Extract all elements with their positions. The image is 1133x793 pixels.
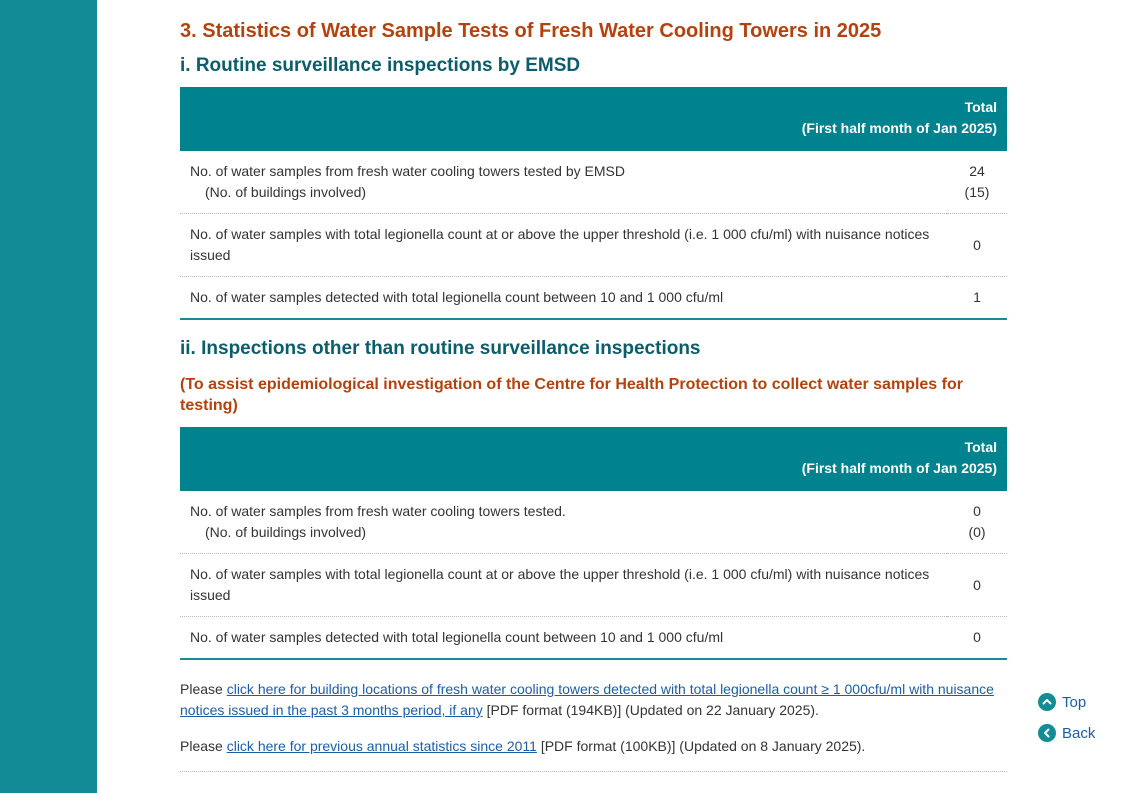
table-row	[180, 151, 1007, 214]
annual-statistics-link[interactable]: click here for previous annual statistics since 2011	[226, 738, 537, 754]
routine-heading: i. Routine surveillance inspections by EMSD	[180, 55, 581, 76]
annual-statistics-paragraph	[180, 736, 1007, 757]
other-stats-table	[180, 427, 1007, 660]
back-link[interactable]	[1038, 724, 1095, 742]
row-label-text: No. of water samples from fresh water cooling towers tested by EMSD	[190, 163, 625, 179]
table-header-total	[180, 87, 1007, 151]
row-value: 0	[947, 214, 1007, 277]
row-value	[947, 491, 1007, 554]
header-period-label: (First half month of Jan 2025)	[801, 120, 997, 136]
row-sublabel-text: (No. of buildings involved)	[205, 524, 367, 540]
chevron-up-icon	[1038, 693, 1056, 711]
building-locations-link[interactable]: click here for building locations of fresh water cooling towers detected with total legionella count ≥ 1 000cfu/ml with nuisance notices issued in the past 3 months period, if any	[180, 681, 994, 718]
back-link-label: Back	[1062, 724, 1096, 742]
top-link[interactable]	[1038, 693, 1086, 711]
row-sublabel-text: (No. of buildings involved)	[205, 184, 367, 200]
row-label: No. of water samples with total legionella count at or above the upper threshold (i.e. 1 000 cfu/ml) with nuisance notices issued	[180, 214, 947, 277]
paragraph-prefix: Please	[180, 681, 227, 697]
header-period-label: (First half month of Jan 2025)	[801, 460, 997, 476]
row-value-text: 0	[973, 503, 981, 519]
row-subvalue-text: (0)	[968, 524, 986, 540]
paragraph-suffix: [PDF format (194KB)] (Updated on 22 January 2025).	[482, 702, 819, 718]
row-label-text: No. of water samples from fresh water cooling towers tested.	[190, 503, 566, 519]
routine-stats-table	[180, 87, 1007, 320]
row-value	[947, 151, 1007, 214]
paragraph-suffix: [PDF format (100KB)] (Updated on 8 January 2025).	[536, 738, 866, 754]
header-total-label: Total	[964, 99, 997, 115]
row-value-text: 24	[969, 163, 985, 179]
header-total-label: Total	[964, 439, 997, 455]
row-label: No. of water samples detected with total legionella count between 10 and 1 000 cfu/ml	[180, 617, 947, 660]
row-value: 0	[947, 617, 1007, 660]
building-locations-paragraph	[180, 679, 1007, 721]
paragraph-prefix: Please	[180, 738, 227, 754]
table-row	[180, 617, 1007, 660]
top-link-label: Top	[1062, 693, 1087, 711]
bottom-divider	[180, 771, 1007, 772]
left-sidebar-band	[0, 0, 97, 793]
chevron-left-icon	[1038, 724, 1056, 742]
table-header-row	[180, 427, 1007, 491]
other-inspections-heading: ii. Inspections other than routine surveillance inspections	[180, 338, 701, 359]
row-label	[180, 151, 947, 214]
row-label: No. of water samples detected with total legionella count between 10 and 1 000 cfu/ml	[180, 277, 947, 320]
row-subvalue-text: (15)	[964, 184, 990, 200]
table-header-total	[180, 427, 1007, 491]
table-row	[180, 214, 1007, 277]
row-label: No. of water samples with total legionella count at or above the upper threshold (i.e. 1 000 cfu/ml) with nuisance notices issued	[180, 554, 947, 617]
table-row	[180, 554, 1007, 617]
row-value: 0	[947, 554, 1007, 617]
row-value: 1	[947, 277, 1007, 320]
table-row	[180, 491, 1007, 554]
other-inspections-note: (To assist epidemiological investigation of the Centre for Health Protection to collect water samples for testing)	[180, 376, 963, 414]
table-header-row	[180, 87, 1007, 151]
section-title: 3. Statistics of Water Sample Tests of Fresh Water Cooling Towers in 2025	[180, 20, 882, 42]
table-row	[180, 277, 1007, 320]
row-label	[180, 491, 947, 554]
